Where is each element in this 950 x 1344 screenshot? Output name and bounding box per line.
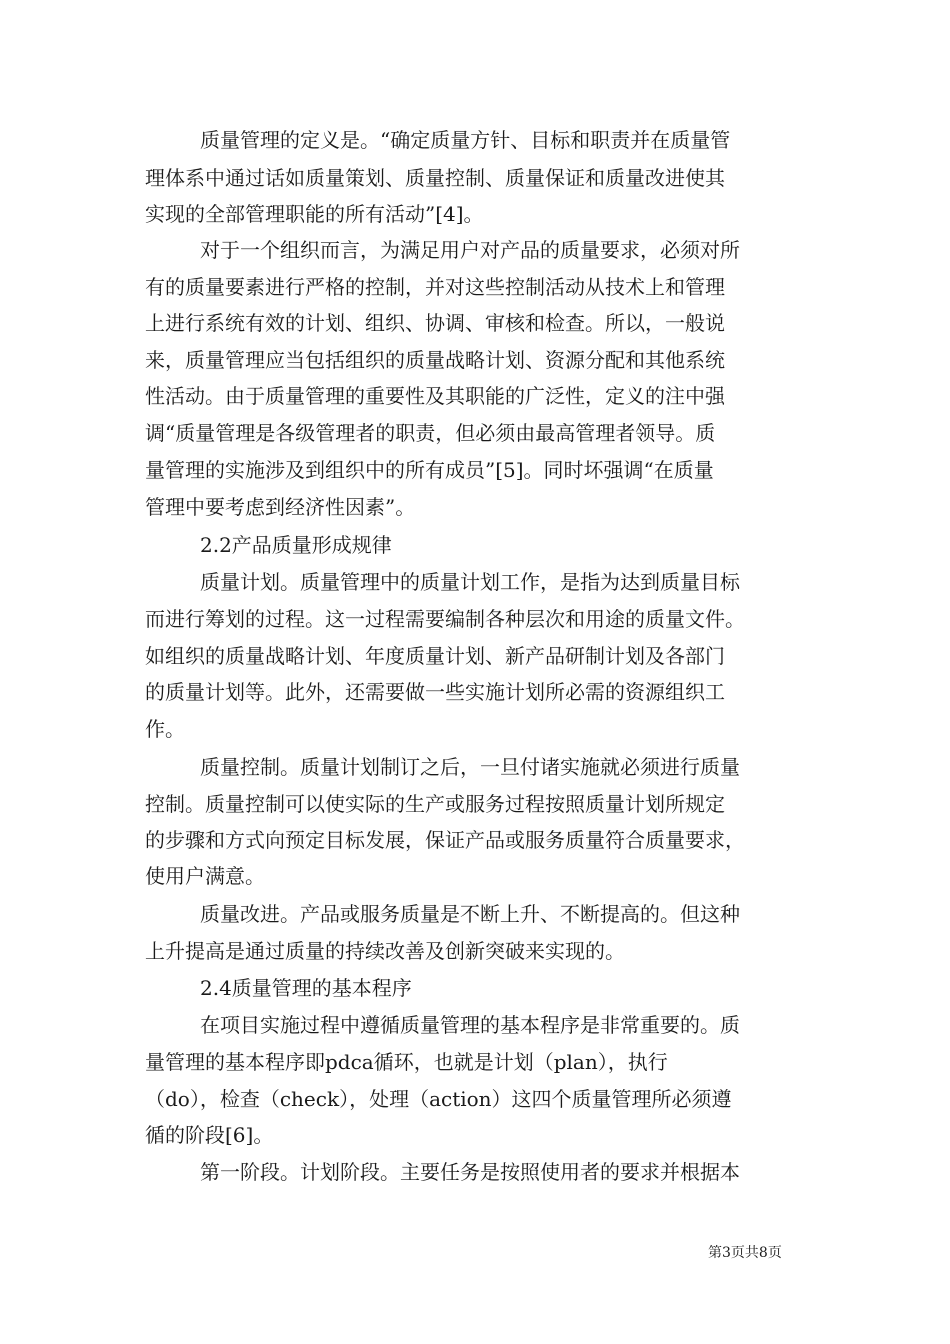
text-line: 上升提高是通过质量的持续改善及创新突破来实现的。: [145, 939, 625, 963]
text-line: 实现的全部管理职能的所有活动”[4]。: [145, 202, 484, 226]
text-line: 质量管理的定义是。“确定质量方针、目标和职责并在质量管: [200, 128, 731, 152]
text-line: 在项目实施过程中遵循质量管理的基本程序是非常重要的。质: [200, 1013, 740, 1037]
text-line: 性活动。由于质量管理的重要性及其职能的广泛性，定义的注中强: [145, 384, 725, 408]
text-line: 的质量计划等。此外，还需要做一些实施计划所必需的资源组织工: [145, 680, 725, 704]
text-line: 循的阶段[6]。: [145, 1123, 274, 1147]
text-line: 对于一个组织而言，为满足用户对产品的质量要求，必须对所: [200, 238, 740, 262]
section-heading: 2.2产品质量形成规律: [200, 533, 392, 557]
text-line: 理体系中通过话如质量策划、质量控制、质量保证和质量改进使其: [145, 166, 725, 190]
text-line: 而进行筹划的过程。这一过程需要编制各种层次和用途的质量文件。: [145, 607, 745, 631]
section-heading: 2.4质量管理的基本程序: [200, 976, 412, 1000]
text-line: 质量改进。产品或服务质量是不断上升、不断提高的。但这种: [200, 902, 740, 926]
text-line: 使用户满意。: [145, 864, 265, 888]
text-line: 管理中要考虑到经济性因素”。: [145, 495, 416, 519]
text-line: 第一阶段。计划阶段。主要任务是按照使用者的要求并根据本: [200, 1160, 740, 1184]
text-line: 作。: [145, 717, 185, 741]
page-number: 第3页共8页: [708, 1245, 782, 1261]
text-line: 来，质量管理应当包括组织的质量战略计划、资源分配和其他系统: [145, 348, 725, 372]
text-line: 调“质量管理是各级管理者的职责，但必须由最高管理者领导。质: [145, 421, 716, 445]
text-line: 质量控制。质量计划制订之后，一旦付诸实施就必须进行质量: [200, 755, 740, 779]
text-line: 量管理的实施涉及到组织中的所有成员”[5]。同时坏强调“在质量: [145, 458, 714, 482]
text-line: （do），检查（check），处理（action）这四个质量管理所必须遵: [145, 1087, 732, 1111]
text-line: 如组织的质量战略计划、年度质量计划、新产品研制计划及各部门: [145, 644, 725, 668]
text-line: 质量计划。质量管理中的质量计划工作，是指为达到质量目标: [200, 570, 740, 594]
text-line: 量管理的基本程序即pdca循环，也就是计划（plan），执行: [145, 1050, 668, 1074]
text-line: 有的质量要素进行严格的控制，并对这些控制活动从技术上和管理: [145, 275, 725, 299]
text-line: 控制。质量控制可以使实际的生产或服务过程按照质量计划所规定: [145, 792, 725, 816]
text-line: 上进行系统有效的计划、组织、协调、审核和检查。所以，一般说: [145, 311, 725, 335]
text-line: 的步骤和方式向预定目标发展，保证产品或服务质量符合质量要求，: [145, 828, 745, 852]
